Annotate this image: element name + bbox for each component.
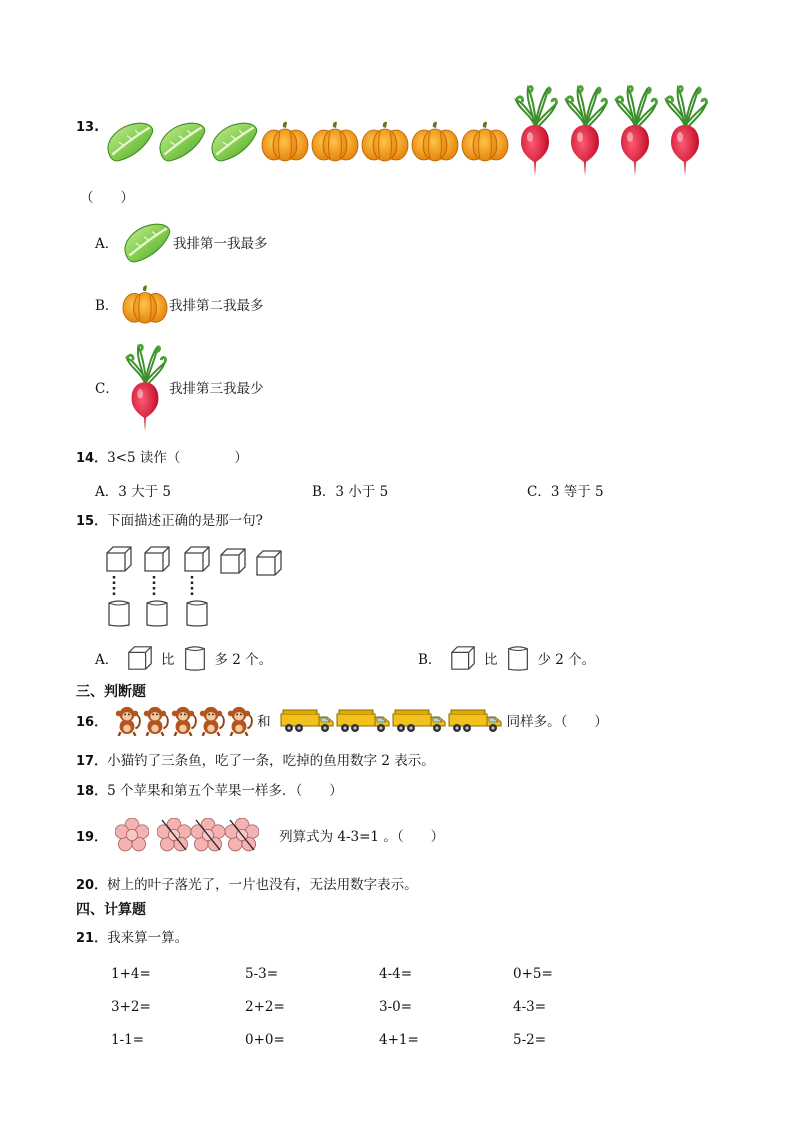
question-19 bbox=[76, 818, 444, 852]
calc-item[interactable]: 3-0= bbox=[379, 998, 413, 1015]
option-text: 我排第三我最少 bbox=[169, 381, 264, 397]
cup-icon bbox=[184, 598, 210, 628]
option-text: 3 等于 5 bbox=[550, 484, 604, 500]
crossed-flower-icon bbox=[157, 818, 191, 852]
option-letter: A． bbox=[95, 484, 119, 500]
option-text: 3 大于 5 bbox=[118, 484, 172, 500]
option-c[interactable] bbox=[527, 480, 604, 500]
truck-icon bbox=[391, 706, 447, 734]
option-letter: A． bbox=[95, 652, 119, 668]
cabbage-icon bbox=[121, 220, 173, 264]
option-b[interactable] bbox=[312, 480, 388, 500]
radish-icon bbox=[660, 82, 710, 178]
pumpkin-icon bbox=[460, 118, 510, 164]
radish-icon bbox=[610, 82, 660, 178]
question-15 bbox=[76, 509, 263, 529]
pumpkin-icon bbox=[260, 118, 310, 164]
vegetable-row bbox=[104, 82, 710, 178]
cubes-cups-diagram bbox=[104, 544, 294, 630]
option-text: 3 小于 5 bbox=[335, 484, 389, 500]
option-a[interactable] bbox=[95, 480, 171, 500]
monkey-icon bbox=[113, 704, 141, 736]
question-text: 5 个苹果和第五个苹果一样多．（ ） bbox=[107, 783, 343, 799]
question-number: 14． bbox=[76, 450, 108, 466]
cup-icon bbox=[106, 598, 132, 628]
cube-icon bbox=[104, 544, 134, 574]
monkey-icon bbox=[141, 704, 169, 736]
pumpkin-icon bbox=[410, 118, 460, 164]
conjunction-text: 和 bbox=[257, 714, 271, 730]
section-heading: 三、判断题 bbox=[76, 684, 146, 700]
calc-item[interactable]: 3+2= bbox=[111, 998, 151, 1015]
question-text: 3<5 读作（ ） bbox=[107, 450, 248, 466]
pumpkin-icon bbox=[310, 118, 360, 164]
option-a[interactable] bbox=[95, 644, 272, 672]
crossed-flower-icon bbox=[225, 818, 259, 852]
cabbage-icon bbox=[104, 119, 156, 163]
cabbage-icon bbox=[156, 119, 208, 163]
radish-icon bbox=[510, 82, 560, 178]
cube-icon bbox=[142, 544, 172, 574]
question-number: 19． bbox=[76, 829, 108, 845]
calc-item[interactable]: 1-1= bbox=[111, 1031, 145, 1048]
cup-icon bbox=[181, 644, 209, 672]
option-b[interactable] bbox=[95, 282, 264, 326]
option-letter: B． bbox=[418, 652, 442, 668]
truck-icon bbox=[279, 706, 335, 734]
option-compare: 比 bbox=[161, 652, 175, 668]
cube-icon bbox=[254, 548, 284, 578]
question-number: 16． bbox=[76, 714, 108, 730]
option-text: 少 2 个。 bbox=[537, 652, 596, 668]
option-a[interactable] bbox=[95, 220, 268, 264]
flower-icon bbox=[115, 818, 149, 852]
question-number: 18． bbox=[76, 783, 108, 799]
option-c[interactable] bbox=[95, 340, 264, 434]
option-text: 我排第一我最多 bbox=[173, 236, 268, 252]
question-18 bbox=[76, 779, 343, 799]
cup-icon bbox=[504, 644, 532, 672]
option-text: 多 2 个。 bbox=[214, 652, 273, 668]
option-letter: C． bbox=[527, 484, 551, 500]
option-compare: 比 bbox=[484, 652, 498, 668]
cup-icon bbox=[144, 598, 170, 628]
calc-item[interactable]: 2+2= bbox=[245, 998, 285, 1015]
cube-icon bbox=[448, 644, 478, 672]
truck-icon bbox=[447, 706, 503, 734]
radish-icon bbox=[121, 340, 169, 434]
cabbage-icon bbox=[208, 119, 260, 163]
question-text: 树上的叶子落光了，一片也没有，无法用数字表示。 bbox=[107, 877, 418, 893]
option-letter: A． bbox=[95, 236, 119, 252]
calc-item[interactable]: 5-3= bbox=[245, 965, 279, 982]
option-letter: B． bbox=[95, 298, 119, 314]
cube-icon bbox=[125, 644, 155, 672]
crossed-flower-icon bbox=[191, 818, 225, 852]
option-letter: C． bbox=[95, 381, 119, 397]
option-text: 我排第二我最多 bbox=[169, 298, 264, 314]
cube-icon bbox=[182, 544, 212, 574]
question-number: 15． bbox=[76, 513, 108, 529]
calc-item[interactable]: 0+0= bbox=[245, 1031, 285, 1048]
truck-icon bbox=[335, 706, 391, 734]
question-21 bbox=[76, 926, 188, 946]
question-number: 21． bbox=[76, 930, 108, 946]
calc-item[interactable]: 5-2= bbox=[513, 1031, 547, 1048]
question-16 bbox=[76, 704, 608, 736]
monkey-icon bbox=[197, 704, 225, 736]
section-heading: 四、计算题 bbox=[76, 902, 146, 918]
option-letter: B． bbox=[312, 484, 336, 500]
question-text: 列算式为 4-3=1 。（ ） bbox=[279, 829, 445, 845]
question-20 bbox=[76, 873, 418, 893]
pumpkin-icon bbox=[360, 118, 410, 164]
calc-item[interactable]: 4+1= bbox=[379, 1031, 419, 1048]
pumpkin-icon bbox=[121, 282, 169, 326]
answer-blank[interactable]: （ ） bbox=[80, 190, 134, 206]
monkey-icon bbox=[225, 704, 253, 736]
calc-item[interactable]: 4-4= bbox=[379, 965, 413, 982]
cube-icon bbox=[218, 546, 248, 576]
question-text: 我来算一算。 bbox=[107, 930, 189, 946]
monkey-icon bbox=[169, 704, 197, 736]
option-b[interactable] bbox=[418, 644, 595, 672]
radish-icon bbox=[560, 82, 610, 178]
calc-item[interactable]: 1+4= bbox=[111, 965, 151, 982]
question-text: 下面描述正确的是那一句? bbox=[107, 513, 263, 529]
calc-item[interactable]: 4-3= bbox=[513, 998, 547, 1015]
question-text: 同样多。（ ） bbox=[506, 714, 608, 730]
question-14 bbox=[76, 446, 248, 466]
question-number: 20． bbox=[76, 877, 108, 893]
calculation-grid bbox=[111, 957, 593, 1056]
question-text: 小猫钓了三条鱼，吃了一条，吃掉的鱼用数字 2 表示。 bbox=[107, 753, 435, 769]
question-number: 17． bbox=[76, 753, 108, 769]
question-17 bbox=[76, 749, 435, 769]
question-number: 13. bbox=[76, 120, 100, 135]
calc-item[interactable]: 0+5= bbox=[513, 965, 553, 982]
